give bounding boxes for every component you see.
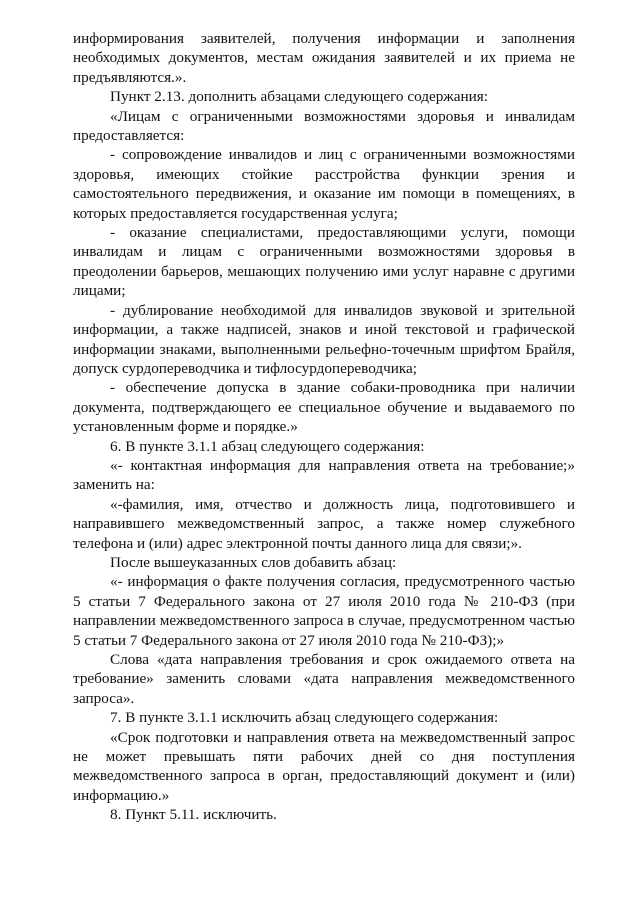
paragraph-disabled-persons-intro: «Лицам с ограниченными возможностями здоровья и инвалидам предоставляется: (73, 107, 575, 145)
paragraph-contact-info-replace: «- контактная информация для направления ответа на требование;» заменить на: (73, 456, 575, 494)
paragraph-continuation: информирования заявителей, получения информации и заполнения необходимых документов, местам ожидания заявителей и их приема не предъявляются.». (73, 30, 575, 86)
paragraph-deadline-quote: «Срок подготовки и направления ответа на межведомственный запрос не может превышать пяти рабочих дней со дня поступления межведомственного запроса в орган, предоставляющий документ и (или) информацию.» (73, 728, 575, 804)
paragraph-clause-6: 6. В пункте 3.1.1 абзац следующего содержания: (110, 437, 425, 455)
paragraph-clause-7: 7. В пункте 3.1.1 исключить абзац следующего содержания: (110, 709, 499, 727)
paragraph-escort-item: - сопровождение инвалидов и лиц с ограниченными возможностями здоровья, имеющих стойкие расстройства функции зрения и самостоятельного передвижения, и оказание им помощи в помещениях, в которых предоставляется государственная услуга; (73, 146, 575, 222)
paragraph-specialist-help-item: - оказание специалистами, предоставляющими услуги, помощи инвалидам и лицам с ограниченными возможностями здоровья в преодолении барьеров, мешающих получению ими услуг наравне с другими лицами; (73, 224, 575, 300)
paragraph-name-position: «-фамилия, имя, отчество и должность лица, подготовившего и направившего межведомственный запрос, а также номер служебного телефона и (или) адрес электронной почты данного лица для связи;». (73, 495, 575, 552)
paragraph-clause-8: 8. Пункт 5.11. исключить. (110, 806, 277, 824)
document-body (73, 29, 575, 825)
paragraph-guide-dog-item: - обеспечение допуска в здание собаки-проводника при наличии документа, подтверждающего ее специальное обучение и выдаваемого по установленным форме и порядке.» (73, 379, 575, 436)
paragraph-add-after: После вышеуказанных слов добавить абзац: (110, 553, 397, 571)
paragraph-consent-info: «- информация о факте получения согласия, предусмотренного частью 5 статьи 7 Федерального закона от 27 июля 2010 года № 210-ФЗ (при направлении межведомственного запроса в случае, предусмотренном частью 5 статьи 7 Федерального закона от 27 июля 2010 года № 210-ФЗ);» (73, 573, 575, 649)
paragraph-clause-2-13-intro: Пункт 2.13. дополнить абзацами следующего содержания: (110, 88, 488, 106)
paragraph-words-replace: Слова «дата направления требования и срок ожидаемого ответа на требование» заменить словами «дата направления межведомственного запроса». (73, 651, 575, 707)
paragraph-duplication-item: - дублирование необходимой для инвалидов звуковой и зрительной информации, а также надписей, знаков и иной текстовой и графической информации знаками, выполненными рельефно-точечным шрифтом Брайля, допуск сурдопереводчика и тифлосурдопереводчика; (73, 301, 575, 377)
